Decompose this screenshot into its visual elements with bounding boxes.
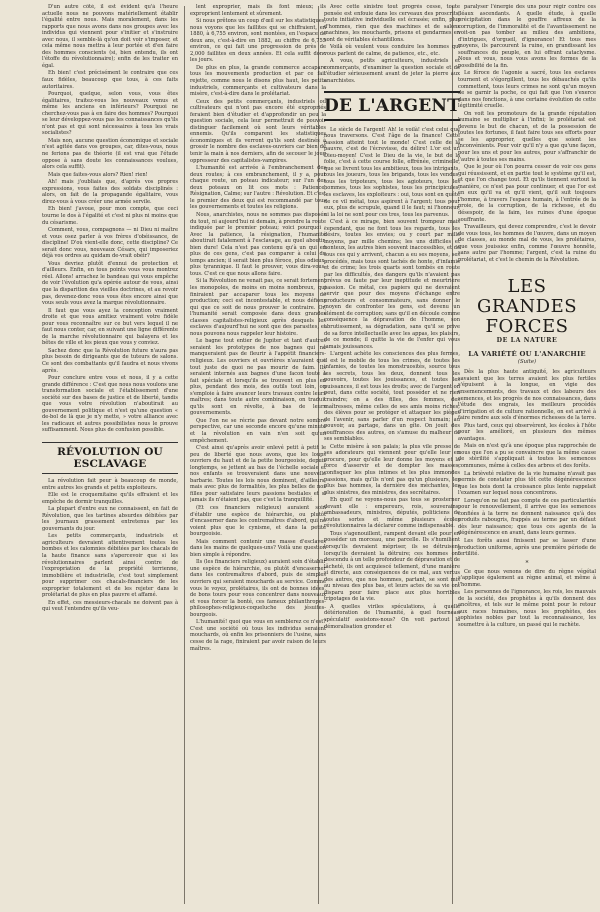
paragraph: Avec cette sinistre tout progrès cesse, toute pensée est enfouie dans les cerveaux des proscrits, toute initiative individuelle est écrasée; enfin, plus d'hommes, rien que des machines et de salons machines, les mouchards, prisons et gendarmes en sont de véritables échantillons.: [324, 4, 460, 43]
paragraph: Que l'on ne se récrie pas devant notre sombre perspective, car une seconde encore qu'une minute et la révolution en vain n'en soit qu'un empêchement.: [190, 417, 326, 444]
paragraph: Elle est le croquemitaine qu'ils effraient et les empêche de dormir tranquilles.: [42, 492, 178, 505]
paragraph: Les petits commerçants, industriels et agriculteurs devraient attentivement toutes les bombes et les calomnies débitées par les chacals de la haute finance sans s'apercevoir que si les révolutionnaires parlent ainsi contre de l'expropriation de la propriété terrienne, immobilière et industrielle, c'est tout simplement pour supprimer ces chacals-financiers de les exproprier totalement et de les rejeter dans le prolétariat de plus en plus pauvre et affamé.: [42, 533, 178, 599]
paragraph: Mais non, aucune question économique et sociale n'est agitée dans vos groupes, car, dites-vous, nous ne ferions pas de théorie (il est vrai que l'étude oppose à sans doute les connaissances voulues, alors cela suffit).: [42, 137, 178, 171]
paragraph: Les forêts aussi finissent par se lasser d'une production uniforme, après une première période de fertilité.: [458, 538, 596, 558]
paragraph: Mais que faites-vous alors? Rien! rien!: [48, 171, 148, 178]
paragraph: Le siècle de l'argent! Ah! le voilà! c'est celui que nous traversons. C'est l'âge de la finance! Cette passion atteint tout le monde! C'est celle de la pauvre, c'est de l'écrevisse, du délire! L'or est un Dieu-moyen! C'est le Dieu de la vie, le but de la folie, c'est à cette course folle, effrénée, criminelle, que se livrent tous les ambitieux, tous les intrigants, tous les joueurs, tous les brigands, tous les vendus, tous les tripoteurs, tous les agioteurs, tous les hommes, tous les sophistes, tous les principicules, les esclaves, les exploiteurs : oui, tous sont en quête de ce vil métal, tous aspirent à l'argent; tous pour eux, plus de scrupule, quand il le faut; ni l'honneur, ni la loi ne sont pour ces tres, tous les parvenus.: [324, 126, 460, 218]
paragraph: Eh bien! c'est précisément le contraire que ces faux fidèles, beaucoup que tous, à ces faits autoritaires.: [42, 70, 178, 90]
paragraph: Mais comment contenir une masse d'esclaves dans les mains de quelques-uns? Voilà une question bien simple à répondre.: [190, 538, 326, 558]
article-headline: RÉVOLUTION OU ESCLAVAGE: [42, 442, 178, 474]
paragraph: Travailleurs, qui devez comprendre, c'est le devoir de vous tous, les hommes de l'œuvre, dans un moyen de classes, au monde mal de vous, les prolétaires, que vous jouissiez enfin, comme l'œuvre honnête, sans autre par l'homme; l'argent, c'est la ruine du prolétariat, et c'est le chemin de la Révolution.: [458, 224, 596, 263]
column-4: [458, 4, 596, 906]
paragraph: Ah! mais j'oubliais que, d'après vos propres expressions, vous faites des soldats disciplinés : alors, on fait de la propagande égalitaire, vous direz-vous à vous créer une armée servile.: [42, 179, 178, 205]
paragraph: Tous s'agenouillent, rampent devant elle pour en posséder un morceau, une parcelle. Ils s'humilient lorsqu'ils devraient mépriser, ils se détruisent lorsqu'ils devraient la détruire; ces hommes ont descendu à un telle profondeur de dépravation et de lâcheté, ils ont acquiescé tellement, d'une manière si directe, aux conséquences de ce mal, aux vertus des autres, que nos hommes, partant, se sont mis au niveau des plus bas, et leurs actes de sa vie ont disparu pour faire place aux plus horribles tripotages de la vie.: [324, 530, 460, 603]
section-note: (Suite): [517, 359, 537, 366]
paragraph: L'humanité! quoi que vous en semblerez ce n'est? C'est une société où tous les individus seraient mouchards, où enfin les prisonniers de l'usine, sans cesse de la rage, finiraient par avoir raison de leurs maîtres.: [190, 619, 326, 652]
paragraph: C'est ainsi qu'après avoir enlevé petit à petit le peu de liberté que nous avons, que les loups ouvriers du haut et de la petite bourgeoisie, depuis longtemps, se jettent au bas de l'échelle sociale et nos enfants se trouveraient dans une nouvelle barbarie. Toutes les lois nous dominent, d'ailleurs, mais avec plus de formalités, les plus belles de nos filles pour satisfaire leurs passions bestiales et si jamais ils n'étaient pas, que c'est la tranquillité.: [190, 445, 326, 504]
paragraph: Eh bien! j'avoue, pour mon compte, que ceci tourne le dos à l'égalité et c'est ni plus ni moins que du césarisme.: [42, 206, 178, 226]
paragraph: On voit les promoteurs de la grande réputation humaine se multiplier à l'infini; le prolétariat est devenu le but de chacun, et de la possession de toutes les fortunes, il faut faire tous ses efforts pour se les approprier, quelles que soient les inconvénients. Pour voir qu'il n'y a que qu'une façon, pour les uns et pour les autres, pour s'affranchir de l'autre à toutes ses mains.: [458, 110, 596, 163]
paragraph: En effet, ces messieurs-chacals ne doivent pas à qui veut l'entendre qu'ils veu-: [42, 599, 178, 613]
paragraph: D'un autre côté, il est évident qu'à l'heure actuelle nous ne pouvons matériellement établir l'égalité entre nous. Mais moralement, dans les rapports que nous avons dans nos groupes avec les individus qui viennent pour s'initier et s'instruire avec nous, il semble-là qu'on doit voir s'imposer, et cela même nous mettra à leur portée et d'en faire des hommes conscients (si, bien entendu, ils ont l'étoffe du révolutionnaire); enfin de les traiter en égal.: [42, 4, 178, 69]
paragraph: Que le jour où l'on pourra cesser de voir ces gens qui réussissent, et en partie tout le système qu'il est, et que l'on change tout. Et qu'ils tiennent surtout la manière, ce n'est pas pour continuer, et que l'or est en eux qu'il va et qu'il vient, qu'il suit toujours l'homme, à travers l'espace humain, à l'entrée de la proie, de la corruption, de la richesse, et du désespoir, de la faim, les ruines d'une époque souffrante.: [458, 164, 596, 223]
paragraph: Comment, vous, compagnons — ni Dieu ni maître et vous osez parler à vos frères d'obéissance, de discipline! D'où vient-elle donc, cette discipline? Ce serait donc vous, nouveaux Césars, qui imposeriez déjà vos ordres au quidam de-vrait obéir?: [42, 227, 178, 260]
column-2: [190, 4, 326, 906]
paragraph: Ce que nous venons de dire du règne végétal s'applique également au règne animal, et même à l'homme.: [458, 568, 596, 588]
paragraph: A quelles viriles spéculations, à quelle détérioration de l'humanité, à quel fourneau spéculatif assistons-nous? On voit partout la démoralisation gronder et: [324, 603, 460, 630]
paragraph: La révolution fait peur à beaucoup de monde, entre autres les grands et petits exploiteurs.: [42, 478, 178, 491]
paragraph: L'humanité est arrivée à l'embranchement des deux routes; à ces embranchement, il y a, pour chaque route, un poteau indicateur; sur l'un des deux poteaux on lit ces mots : Patience, Résignation, Calme; sur l'autre : Révolution. Et c'est le premier des deux qui est recommandé par tous les gouvernements et toutes les religions.: [190, 165, 326, 211]
article-subheadline: DE LA NATURE: [496, 337, 558, 345]
paragraph: Dès la plus haute antiquité, les agriculteurs savaient que les terres avaient les plus fertiles s'épuisent à la longue, en vigie des ensemencements, des travaux et des labeurs des semences, et les progrès de nos connaissances, dans l'étude des engrais, les meilleurs procédés d'irrigation et de culture rationnelle, on est arrivé à faire rendre aux sols d'énormes richesses de la terre.: [458, 369, 596, 422]
section-separator: *: [525, 559, 529, 567]
paragraph: Nous, anarchistes, nous ne sommes pas disposés du tout, ni aujourd'hui ni demain, à prendre la route indiquée par le premier poteau; voici pourquoi : Avec la patience, la résignation, l'humanité aboutirait fatalement à l'esclavage, au quel aboutir, bien dure! Cela n'est pas contenu qu'à un qui en plus de ces gens, c'est pas comparer à celui du temps ancien; il serait bien plus féroce, plus odieux, plus tyrannique. Il faut le prouver, vous dira-vous-tous. C'est ce que nous allons faire.: [190, 211, 326, 277]
section-title: LA VARIÉTÉ OU L'ANARCHIE: [468, 350, 586, 359]
paragraph: Ceux des petits commerçants, industriels ou cultivateurs qui n'ont pas encore été expropriés feraient bien d'étudier et d'approfondir un peu la question sociale, cela leur permettrait de pouvoir distinguer facilement où sont leurs véritables ennemis. Qu'ils comparent les statistiques économiques et ils verront qu'ils sont destinés à grossir le nombre des esclaves-ouvriers car bien de tenir la main à nos derniers, afin de secouer le joug oppresseur des capitalistes-vampires.: [190, 98, 326, 164]
paragraph: Il faut que vous ayez la conception vraiment droite et que vous amitiez vraiment votre fidèle pour vous reconnaître sur ce but vers lequel il ne faut nous conter, car, en suivant une ligne différente de la marche révolutionnaire qui balayera et les bêtes de ville et les pieux que vous y conviez.: [42, 307, 178, 347]
paragraph: C'est à ce mirage, bien souvent trompeur mais cependant, que ne font tous les regards, tous les désirs, toutes les envies; ou y court par mille moyens, par mille chemins; les uns difficiles et honteux, les autres bien souvent inaccessibles, et de tous ces qui y arrivent, chacun a eu ses moyens, ses procédés, mais tous sont tachés de honte, d'infamie et de crime; les trois quarts sont tombés en route par les difficultés, des dangers qu'ils n'avaient pas prévus ou faute par leur ineptitude et meurtrière passion. Ce métal, ces papiers qui ne devraient servir que pour des moyens d'échange entre producteurs et consommateurs, sans donner le moyen de confronter les gens, est devenu un élément de corruption; sans qu'il en découle comme conséquence la dépravation de l'homme, son abrutissement, sa dégradation, sans qu'il se prive de sa force intellectuelle avec les appas, les plaisirs, de ce monde; il quitte la vie de l'enfer qui vous jamais jouissances.: [324, 219, 460, 350]
paragraph: Si nous prêtons un coup d'œil sur les statistiques, nous voyons que les faillites qui se chiffraient, en 1880, à 6,755 environ, sont montées, en l'espace de deux ans, c'est-à-dire en 1882, au chiffre de 6,755 environ, ce qui fait une progression de près de 2,000 faillites en deux années. Et cela suffit donc les jours.: [190, 18, 326, 64]
paragraph: Voilà où veulent vous conduire les hommes qui vous parlent de calme, de patience, etc., etc.: [324, 44, 460, 57]
paragraph: Pour conclure entre vous et nous, il y a cette grande différence : C'est que nous nous voulons une transformation sociale et l'établissement d'une société sur des bases de justice et de liberté, tandis que vous votre révolution n'aboutirait au gouvernement politique et n'est qu'une question « de-bol de là que je n'y mette, » votre alliance avec les radicaux et autres possibilistes nous le prouve suffisamment. Nous plus de confusion possible.: [42, 375, 178, 434]
paragraph: Le féroce de l'agonie a sacré, tous les esclaves tournent et s'égorgillent, tous les débauchés qu'ils commettent, tous leurs crimes ne sont qu'un moyen de se garnir la poche, ce qui fait que l'on s'exerce dans nos fonctions, à une certaine évolution de cette légitimité cruelle.: [458, 70, 596, 110]
paragraph: Le bagne tout entier de Jupiter et tant d'autres seraient les prototypes de nos bagnes qui ne manqueraient pas de fleurir à l'appétit financiers-religieux. Les ouvriers et ouvrières n'auraient que tout juste de quoi ne pas mourir de faim. Ils seraient internés aux bagnes d'une facon toute à fait spéciale et lorsqu'ils se trouvent en plus en plus, pendant des mois, des outils tout loin, on s'emploie à faire avancer leurs travaux contre leurs maîtres; dans toute autre combinaison, on traduit qu'ils sont en révolte, à bas de leurs gouvernements.: [190, 338, 326, 417]
article-headline: DE L'ARGENT: [324, 91, 460, 121]
paragraph: Lorsqu'on ne fait pas compte de ces particularités pour le renouvellement, il arrive que les semences confiées à la terre ne donnent naissance qu'à des produits rabougris, frappés au terme par un défaut dès leur naissance; que tous ces agents de la dégénérescence en avant, dans leurs germes.: [458, 497, 596, 537]
paragraph: L'argent achète les consciences des plus fermes, il est le mobile de tous les crimes, de toutes les infamies, de toutes les monstruosités, source tous les secrets, tous les deux, donnent tous les pouvoirs, toutes les jouissances, et toutes les puissances, il est tous les droits; avec de l'argent on peut, dans cette société, tout posséder et ne rien craindre; on a des filles, des femmes, des maîtresses, même celles de ses amis moins riches; des élèves pour se protéger et attaquer les pièges de l'avenir, sans parler d'un respect humain; au pouvoir, au partage, dans un gîte. On jouit des souffrances des autres, on s'amuse du malheur de ses semblables.: [324, 351, 460, 443]
paragraph: lent exproprier, mais ils font mieux; ils exproprient lentement et sûrement.: [190, 4, 326, 17]
paragraph: La plupart d'entre eux ne connaissent, en fait de Révolution, que les tartines absurdes débitées par les journaux grassement entretenus par les gouvernants du jour.: [42, 506, 178, 532]
column-rule: [184, 6, 185, 904]
paragraph: Sachez donc que la Révolution future n'aura pas plus besoin de dirigeants que de tuteurs de salons. Ce sont des combattants qu'il faudra et nous vivons après.: [42, 347, 178, 374]
paragraph: Mais on n'est qu'à une époque plus rapprochée de nous que l'on a pu se convaincre que la même cause de stérilité s'appliquait à toutes les semences communes, même à celles des arbres et des forêts.: [458, 443, 596, 469]
paragraph: La brièveté relative de la vie humaine n'avait pas permis de constater plus tôt cette dégénérescence que les bois dont la croissance plus lente rappelait l'examen sur lequel nous concentrons.: [458, 470, 596, 497]
paragraph: Vous devriez plutôt d'ennui de protection et d'ailleurs. Enfin, en tous points vous vous montrez réel. Allons! arrachez le bandeau qui vous empêche de voir l'évolution qu'a opérée autour de vous, ainsi que la disparition des vieilles doctrines, et au revoir pas, devenez-donc vous vous êtes encore ainsi que vous seuls vous avez la marque révolutionnaire.: [42, 260, 178, 307]
article-headline: LES GRANDES FORCES: [476, 276, 578, 338]
column-1: [42, 4, 178, 906]
paragraph: Les personnes de l'ignorance, les rois, les mauvais de la société, des prophètes à qu'ils donnent des ancêtres, et tels sur le même point pour le retour aux races humaines, nous les prophètes, des sophistes nobles par tout la reconnaissance, les soumettre à la culture, un passé qui le rachète.: [458, 589, 596, 629]
paragraph: (Et ces financiers religieux) auraient soin d'établir une espèce de hiérarchie, ou plutôt d'encaserner dans les contremaîtres d'abord, qui ne voient plus que le cynisme, et dans la petite bourgeoisie.: [190, 505, 326, 538]
paragraph: A vous, petits agriculteurs, industriels et commerçants, d'examiner la question sociale et de l'étudier sérieusement avant de jeter la pierre aux anarchistes.: [324, 58, 460, 85]
paragraph: Plus tard, ceux qui observèrent, les écoles à l'hôte pour les amélioré, en plusieurs des mêmes avantages.: [458, 422, 596, 442]
paragraph: De plus en plus, la grande commerce accapare tous les mouvements production et par ce fait rejette, comme nous le disons plus haut, les petits industriels, commerçants et cultivateurs dans la misère, c'est-à-dire dans le prolétariat.: [190, 64, 326, 98]
paragraph: Pourquoi, quelque, selon vous, vous êtes égalitaires, traitez-vous les nouveaux venus et même les anciens en inférieurs? Pourquoi ne cherchez-vous pas à en faire des hommes? Pourquoi se leur développez-vous pas les connaissances qu'ils n'ont pas et qui sont nécessaires à tous les vrais socialistes?: [42, 91, 178, 137]
paragraph: Si la Révolution ne venait pas, ce serait fortement les monopoles, de moins en moins nombreux, qui finiraient par accaparer tous les moyens de production; ceci est incontestable, et nous défions qui que ce soit de nous prouver le contraire. Or, l'humanité serait composée dans deux grandes classes capitalistes-religieux après desquels les esclaves d'aujourd'hui ne sont que des parasites, et nous pouvons nous rappeler leur histoire.: [190, 278, 326, 337]
paragraph: Cette misère à son palais; la plus vile presse de ses adorateurs qui viennent pour qu'elle leur en procure, pour qu'elle leur donne les moyens et la force d'asservir et de dompter les masses, confisquer les plus intimes et les plus immondes passions, mais qu'ils n'ont pas qu'un plusieurs, les plus bas hommes, la dernière des méchantes, les plus sinistres, des ministres, des secrétaires.: [324, 443, 460, 496]
column-3: [324, 4, 460, 906]
paragraph: Eh quoi! ne voyons-nous pas tous se prosterner devant elle : empereurs, rois, souverains, ambassadeurs, ministres, députés, politiciens de toutes sortes et même plusieurs écoles révolutionnaires la déclarer comme indispensable.: [324, 497, 460, 530]
paragraph: Ils (les financiers religieux) auraient soin d'établir une espèce de hiérarchie, ou plutôt d'encaserner dans les contremaîtres d'abord, puis de simples ouvriers qui seraient mouchards au service. Comme vous le voyez, prolétaires, ils ont de bonnes idées, de bons tours pour vous concentrer dans nouveaux et vous forcer la bonté, ces fameux philanthropes-philosophes-religieux-coqueluche des jésuites-bourgeois.: [190, 559, 326, 618]
paragraph: paralyser l'énergie des uns pour régir contre ces fléaux ascendants. A quelle étude, à quelle précipitation dans le gouffre affreux de la corruption, de l'immoralité et de l'avantissement ne voit-on pas tomber au milieu des ambitions, d'intrigues, d'orgueil, d'ignorance! Et tous mes moyens, ils parcourent la ruine, en grandissant les souffrances du peuple, en lui offrant cataclysme. Nous et vous, nous vous avons les formes de la possibilité de la fin.: [458, 4, 596, 69]
